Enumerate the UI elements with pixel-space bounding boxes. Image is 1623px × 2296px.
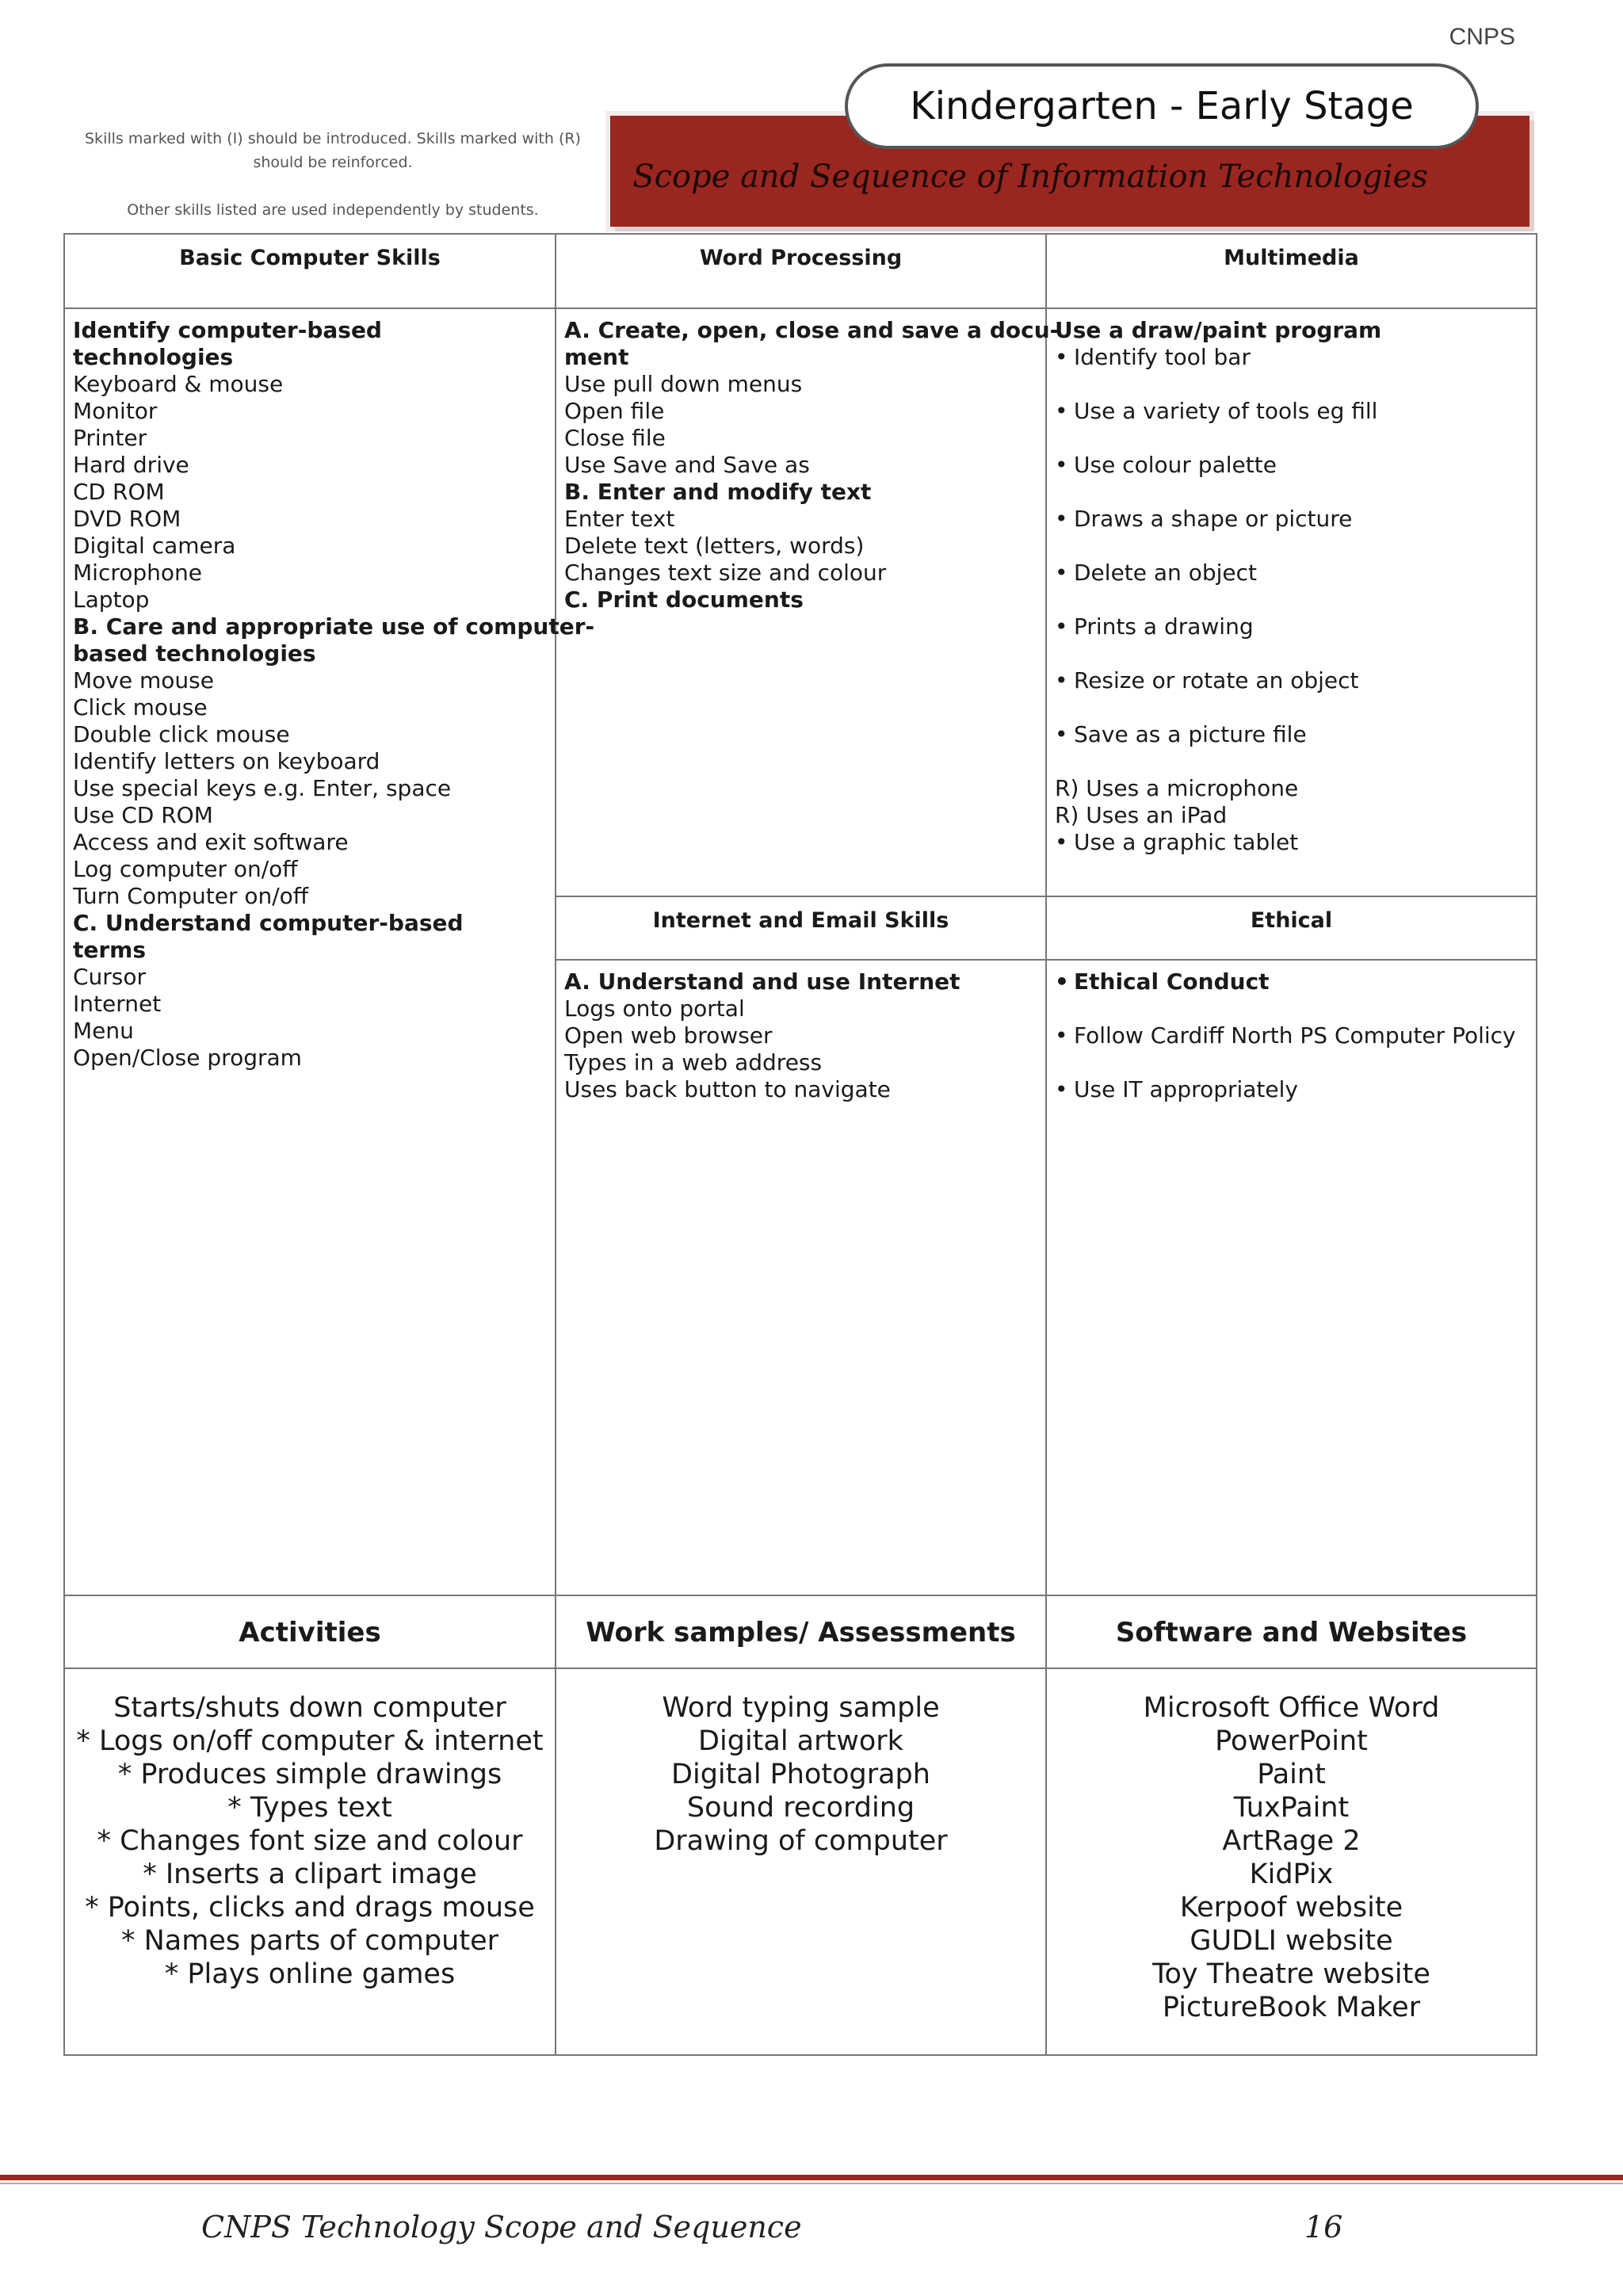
list-item: R) Uses a microphone <box>1055 775 1299 801</box>
list-item: Double click mouse <box>73 721 290 747</box>
list-item: • Use a variety of tools eg fill <box>1055 398 1528 425</box>
internet-cell <box>556 960 1046 1595</box>
list-item: • Prints a drawing <box>1055 613 1528 640</box>
list-item: Uses back button to navigate <box>564 1076 891 1102</box>
activities-header: Activities <box>64 1595 556 1668</box>
list-item: Printer <box>73 425 147 451</box>
multimedia-cell <box>1046 308 1537 896</box>
basic-skills-header: Basic Computer Skills <box>64 234 556 308</box>
list-item: Hard drive <box>73 452 189 478</box>
list-item: Keyboard & mouse <box>73 371 284 397</box>
multimedia-header: Multimedia <box>1046 234 1537 308</box>
list-item: Monitor <box>73 398 158 424</box>
list-item: Laptop <box>73 586 150 613</box>
list-item: Digital artwork <box>698 1725 903 1757</box>
list-item: Kerpoof website <box>1179 1892 1403 1924</box>
list-item: • Save as a picture file <box>1055 721 1528 748</box>
list-item: • Follow Cardiff North PS Computer Policy <box>1055 1022 1528 1049</box>
list-item: • Identify tool bar <box>1055 344 1528 371</box>
ethical-cell <box>1046 960 1537 1595</box>
page-title: Kindergarten - Early Stage <box>845 63 1479 149</box>
list-item: Microphone <box>73 560 202 586</box>
footer-rule-thin <box>0 2183 1623 2184</box>
work-samples-header: Work samples/ Assessments <box>556 1595 1046 1668</box>
list-item: • Delete an object <box>1055 560 1528 586</box>
list-item: Logs onto portal <box>564 995 745 1022</box>
list-item: Internet <box>73 991 162 1017</box>
list-item: C. Print documents <box>564 586 804 613</box>
list-item: • Use a graphic tablet <box>1055 829 1528 856</box>
list-item: * Points, clicks and drags mouse <box>85 1892 535 1924</box>
skills-note <box>71 127 594 222</box>
word-processing-header: Word Processing <box>556 234 1046 308</box>
list-item: DVD ROM <box>73 506 181 532</box>
list-item: Open file <box>564 398 665 424</box>
list-item: Enter text <box>564 506 675 532</box>
footer-title: CNPS Technology Scope and Sequence <box>201 2210 802 2244</box>
list-item: CD ROM <box>73 479 165 505</box>
list-item: ArtRage 2 <box>1222 1825 1361 1857</box>
list-item: B. Enter and modify text <box>564 479 872 505</box>
list-item: Use Save and Save as <box>564 452 810 478</box>
list-item: * Produces simple drawings <box>117 1759 502 1790</box>
list-item: * Plays online games <box>164 1958 456 1990</box>
list-item: Move mouse <box>73 667 214 693</box>
list-item: R) Uses an iPad <box>1055 802 1228 828</box>
list-item: Close file <box>564 425 666 451</box>
ethical-header: Ethical <box>1046 896 1537 960</box>
list-item: GUDLI website <box>1190 1925 1393 1957</box>
list-item: Cursor <box>73 964 147 990</box>
internet-header: Internet and Email Skills <box>556 896 1046 960</box>
list-item: Microsoft Office Word <box>1143 1692 1440 1724</box>
list-item: Paint <box>1257 1759 1326 1790</box>
list-item: based technologies <box>73 640 316 667</box>
basic-skills-cell <box>64 308 595 1595</box>
work-samples-cell <box>556 1668 1046 2055</box>
list-item: Open/Close program <box>73 1045 302 1071</box>
software-header: Software and Websites <box>1046 1595 1537 1668</box>
list-item: • Ethical Conduct <box>1055 968 1528 995</box>
note-intro-reinforce: Skills marked with (I) should be introduced. Skills marked with (R) should be reinforced. <box>85 130 581 171</box>
footer-rule <box>0 2175 1623 2180</box>
list-item: Use special keys e.g. Enter, space <box>73 775 452 801</box>
list-item: • Use colour palette <box>1055 452 1528 479</box>
list-item: Digital Photograph <box>671 1759 930 1790</box>
list-item: Digital camera <box>73 533 236 559</box>
list-item: Types in a web address <box>564 1049 823 1075</box>
scope-table <box>63 233 1537 2056</box>
list-item: Menu <box>73 1018 134 1044</box>
school-code: CNPS <box>1449 24 1515 50</box>
note-independent: Other skills listed are used independently by students. <box>127 201 539 219</box>
list-item: technologies <box>73 344 234 370</box>
list-item: • Resize or rotate an object <box>1055 667 1528 694</box>
list-item: Word typing sample <box>662 1692 940 1724</box>
list-item: PowerPoint <box>1215 1725 1368 1757</box>
list-item: B. Care and appropriate use of computer- <box>73 613 595 640</box>
list-item: Changes text size and colour <box>564 560 887 586</box>
list-item: * Types text <box>227 1792 392 1824</box>
list-item: Use CD ROM <box>73 802 213 828</box>
list-item: * Changes font size and colour <box>97 1825 523 1857</box>
list-item: terms <box>73 937 147 963</box>
page-subtitle: Scope and Sequence of Information Technologies <box>632 159 1428 195</box>
software-cell <box>1046 1668 1537 2055</box>
list-item: • Draws a shape or picture <box>1055 506 1528 533</box>
list-item: Access and exit software <box>73 829 349 855</box>
list-item: * Names parts of computer <box>120 1925 499 1957</box>
list-item: Drawing of computer <box>654 1825 948 1857</box>
list-item: PictureBook Maker <box>1162 1992 1421 2023</box>
list-item: Click mouse <box>73 694 208 720</box>
page-number: 16 <box>1304 2210 1343 2244</box>
list-item: ment <box>564 344 629 370</box>
list-item: Identify letters on keyboard <box>73 748 380 774</box>
list-item: Toy Theatre website <box>1152 1958 1430 1990</box>
list-item: • Use IT appropriately <box>1055 1076 1528 1103</box>
list-item: A. Understand and use Internet <box>564 968 960 995</box>
list-item: C. Understand computer-based <box>73 910 464 936</box>
list-item: Turn Computer on/off <box>73 883 309 909</box>
list-item: Sound recording <box>686 1792 915 1824</box>
list-item: KidPix <box>1249 1859 1334 1890</box>
list-item: Use a draw/paint program <box>1055 317 1382 343</box>
list-item: Identify computer-based <box>73 317 382 343</box>
list-item: Delete text (letters, words) <box>564 533 865 559</box>
list-item: A. Create, open, close and save a docu- <box>564 317 1060 343</box>
activities-cell <box>64 1668 556 2055</box>
list-item: * Logs on/off computer & internet <box>76 1725 544 1757</box>
list-item: Log computer on/off <box>73 856 298 882</box>
word-processing-cell <box>556 308 1060 896</box>
list-item: Use pull down menus <box>564 371 803 397</box>
list-item: Starts/shuts down computer <box>113 1692 506 1724</box>
list-item: * Inserts a clipart image <box>143 1859 477 1890</box>
list-item: TuxPaint <box>1233 1792 1350 1824</box>
list-item: Open web browser <box>564 1022 773 1049</box>
